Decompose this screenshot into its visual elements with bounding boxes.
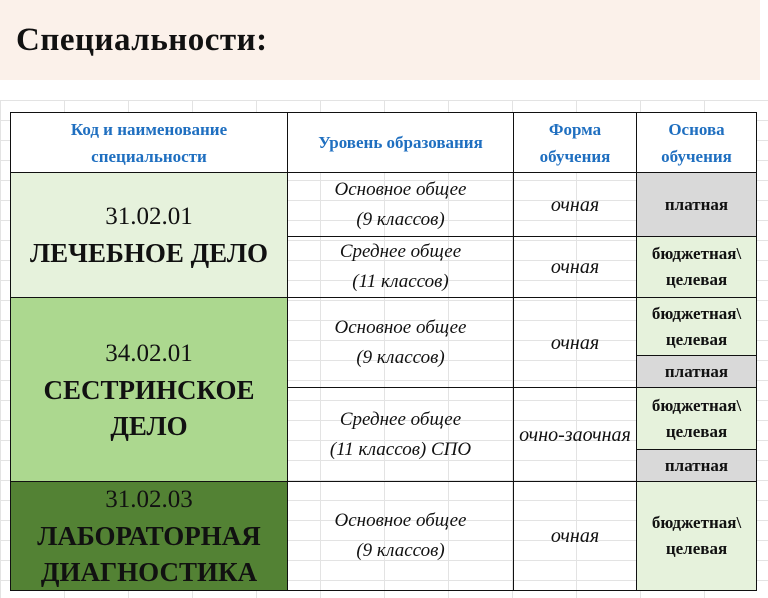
level-line: (9 классов): [356, 346, 445, 368]
basis-cell: платная: [637, 450, 757, 482]
level-cell: [288, 173, 514, 237]
specialty-name: СЕСТРИНСКОЕ ДЕЛО: [43, 374, 255, 441]
basis-cell: бюджетная\ целевая: [637, 298, 757, 356]
level-cell: [288, 237, 514, 298]
form-cell: очно-заочная: [514, 388, 637, 482]
level-line: Основное общее: [334, 316, 467, 338]
level-cell: [288, 298, 514, 388]
column-header-basis: Основа обучения: [637, 113, 757, 173]
level-cell: [288, 388, 514, 482]
specialty-cell: [11, 482, 288, 591]
level-line: Основное общее: [334, 510, 467, 531]
table-row: [11, 482, 757, 591]
basis-cell: бюджетная\ целевая: [637, 237, 757, 298]
basis-cell: платная: [637, 356, 757, 388]
specialty-cell: [11, 173, 288, 298]
form-cell: очная: [514, 298, 637, 388]
specialty-code: 34.02.01: [105, 339, 193, 367]
form-cell: очная: [514, 237, 637, 298]
level-cell: [288, 482, 514, 591]
level-line: (11 классов) СПО: [329, 438, 472, 460]
specialty-cell: [11, 298, 288, 482]
table-row: [11, 298, 757, 356]
form-cell: очная: [514, 482, 637, 591]
level-line: Основное общее: [334, 178, 467, 200]
level-line: Среднее общее: [339, 408, 462, 430]
basis-cell: бюджетная\ целевая: [637, 388, 757, 450]
column-header-form: Форма обучения: [514, 113, 637, 173]
specialty-name: ЛЕЧЕБНОЕ ДЕЛО: [30, 238, 268, 268]
specialties-table: [10, 112, 757, 591]
level-line: (9 классов): [356, 208, 445, 230]
level-line: (9 классов): [356, 540, 445, 561]
specialty-code: 31.02.03: [105, 486, 193, 513]
page-header: [0, 0, 760, 80]
specialty-code: 31.02.01: [105, 203, 193, 230]
table-header-row: [11, 113, 757, 173]
table-row: [11, 173, 757, 237]
column-header-code: Код и наименование специальности: [11, 113, 288, 173]
basis-cell: платная: [637, 173, 757, 237]
column-header-level: Уровень образования: [288, 113, 514, 173]
level-line: (11 классов): [352, 271, 449, 292]
level-line: Среднее общее: [339, 241, 462, 262]
basis-cell: бюджетная\ целевая: [637, 482, 757, 591]
page-title: Специальности:: [16, 22, 268, 58]
specialty-name: ЛАБОРАТОРНАЯ ДИАГНОСТИКА: [37, 521, 261, 587]
form-cell: очная: [514, 173, 637, 237]
